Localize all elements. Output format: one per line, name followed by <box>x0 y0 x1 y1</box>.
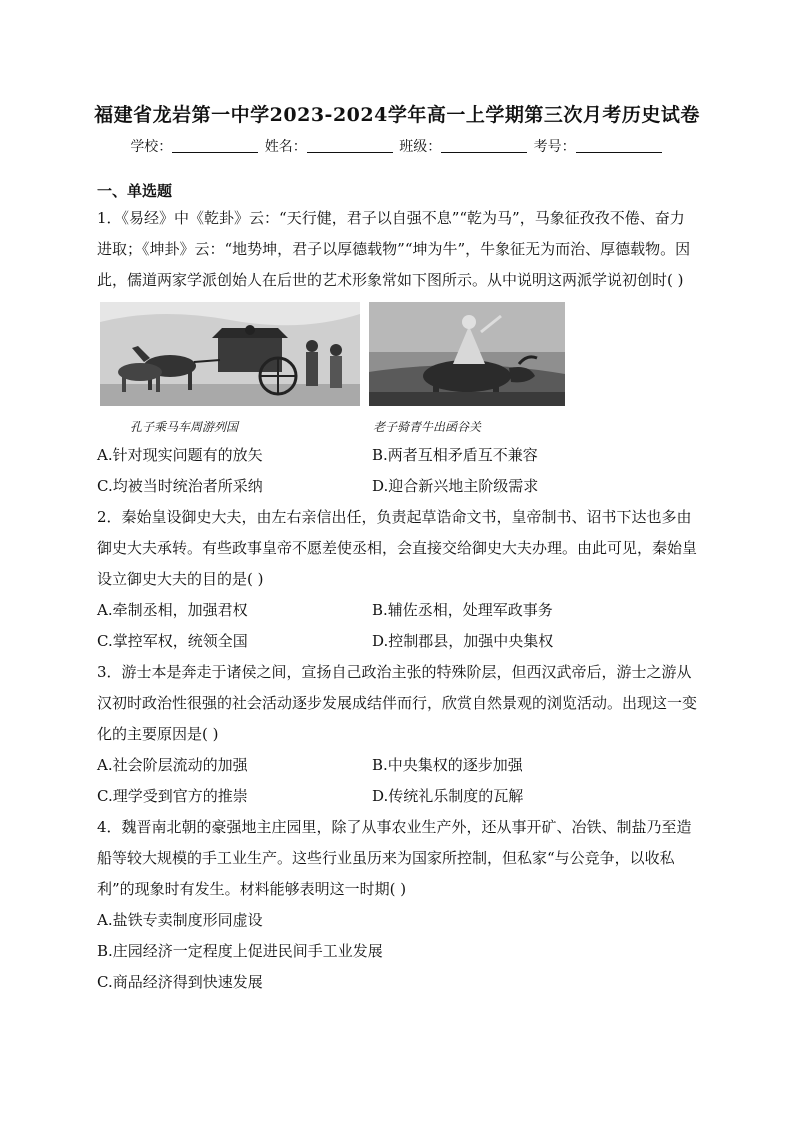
question-2-stem: 2．秦始皇设御史大夫，由左右亲信出任，负责起草诰命文书，皇帝制书、诏书下达也多由御史大夫承转。有些政事皇帝不愿差使丞相，会直接交给御史大夫办理。由此可见，秦始皇设立御史大夫的目的是( ) <box>97 508 698 588</box>
option-d[interactable]: D.控制郡县，加强中央集权 <box>372 632 554 650</box>
class-label: 班级： <box>399 139 442 155</box>
name-label: 姓名： <box>264 139 307 155</box>
question-1-stem: 1．《易经》中《乾卦》云：“天行健，君子以自强不息”“乾为马”，马象征孜孜不倦、奋力进取；《坤卦》云：“地势坤，君子以厚德载物”“坤为牛”，牛象征无为而治、厚德载物。因此，儒道两家学派创始人在后世的艺术形象常如下图所示。从中说明这两派学说初创时( ) <box>97 209 691 289</box>
option-a[interactable]: A.牵制丞相，加强君权 <box>97 601 248 619</box>
section-heading: 一、单选题 <box>97 182 173 200</box>
question-2-options <box>97 595 697 657</box>
option-a[interactable]: A.社会阶层流动的加强 <box>97 756 248 774</box>
school-blank[interactable] <box>172 138 258 153</box>
number-label: 考号： <box>533 139 576 155</box>
page-title: 福建省龙岩第一中学2023-2024学年高一上学期第三次月考历史试卷 <box>94 104 700 126</box>
name-blank[interactable] <box>307 138 393 153</box>
option-d[interactable]: D.传统礼乐制度的瓦解 <box>372 787 524 805</box>
student-info-line <box>0 136 794 156</box>
image-1-caption: 孔子乘马车周游列国 <box>130 420 239 434</box>
option-b[interactable]: B.两者互相矛盾互不兼容 <box>372 446 538 464</box>
number-blank[interactable] <box>576 138 662 153</box>
option-d[interactable]: D.迎合新兴地主阶级需求 <box>372 477 539 495</box>
option-b[interactable]: B.辅佐丞相，处理军政事务 <box>372 601 553 619</box>
school-label: 学校： <box>130 139 173 155</box>
option-c[interactable]: C.商品经济得到快速发展 <box>97 973 263 991</box>
image-2-caption: 老子骑青牛出函谷关 <box>373 420 482 434</box>
option-b[interactable]: B.中央集权的逐步加强 <box>372 756 523 774</box>
option-b[interactable]: B.庄园经济一定程度上促进民间手工业发展 <box>97 942 383 960</box>
question-3-stem: 3．游士本是奔走于诸侯之间，宣扬自己政治主张的特殊阶层，但西汉武帝后，游士之游从汉初时政治性很强的社会活动逐步发展成结伴而行，欣赏自然景观的浏览活动。出现这一变化的主要原因是( ) <box>97 663 698 743</box>
question-1-images <box>97 302 697 440</box>
questions <box>97 203 697 998</box>
question-3-options <box>97 750 697 812</box>
class-blank[interactable] <box>441 138 527 153</box>
question-4-stem: 4．魏晋南北朝的豪强地主庄园里，除了从事农业生产外，还从事开矿、冶铁、制盐乃至造船等较大规模的手工业生产。这些行业虽历来为国家所控制，但私家“与公竞争，以收私利”的现象时有发生。材料能够表明这一时期( ) <box>97 818 692 898</box>
laozi-ox-image <box>369 302 565 406</box>
confucius-carriage-image <box>100 302 360 406</box>
option-c[interactable]: C.掌控军权，统领全国 <box>97 632 248 650</box>
option-c[interactable]: C.理学受到官方的推崇 <box>97 787 248 805</box>
option-a[interactable]: A.盐铁专卖制度形同虚设 <box>97 911 263 929</box>
question-1-options <box>97 440 697 502</box>
option-c[interactable]: C.均被当时统治者所采纳 <box>97 477 263 495</box>
question-4-options <box>97 905 697 998</box>
option-a[interactable]: A.针对现实问题有的放矢 <box>97 446 263 464</box>
